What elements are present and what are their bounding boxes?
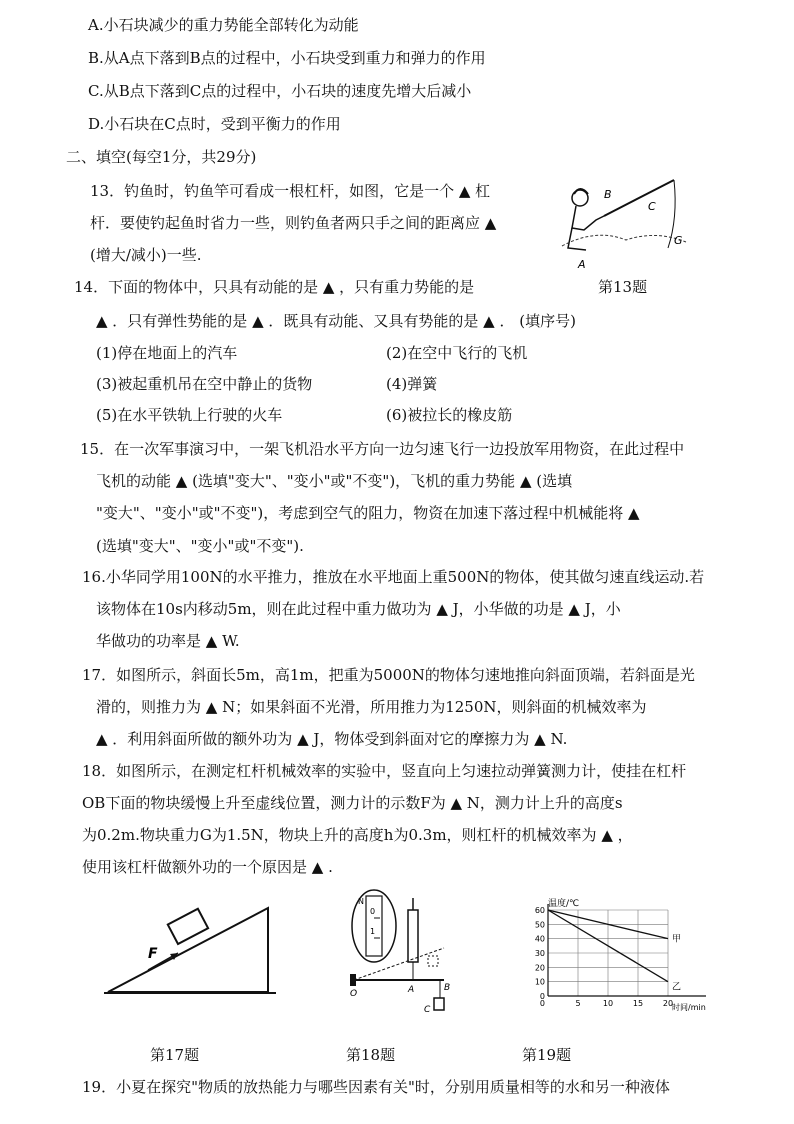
- q14-item-5: (5)在水平铁轨上行驶的火车: [96, 406, 283, 424]
- fig13-label-c: C: [648, 200, 656, 213]
- caption-q18: 第18题: [346, 1046, 396, 1064]
- q18-line-3: 为0.2m.物块重力G为1.5N，物块上升的高度h为0.3m，则杠杆的机械效率为 ▲ ，: [82, 826, 633, 844]
- incline-figure: [104, 900, 284, 1006]
- chart-x-tick-label: 10: [602, 999, 614, 1008]
- temperature-chart: [526, 896, 722, 1016]
- chart-y-tick-label: 30: [534, 949, 545, 958]
- fig18-label-a: A: [408, 985, 415, 995]
- q14-item-3: (3)被起重机吊在空中静止的货物: [96, 375, 313, 393]
- fig13-label-a: A: [578, 258, 586, 271]
- fig18-label-1: 1: [370, 927, 376, 936]
- chart-series-label-1: 乙: [672, 982, 682, 993]
- fig18-label-0: 0: [370, 907, 376, 916]
- q14-item-1: (1)停在地面上的汽车: [96, 344, 238, 362]
- chart-y-tick-label: 60: [534, 906, 545, 915]
- option-c: C.从B点下落到C点的过程中，小石块的速度先增大后减小: [88, 82, 472, 100]
- q18-line-4: 使用该杠杆做额外功的一个原因是 ▲ .: [82, 858, 333, 876]
- q14-line-1: 14．下面的物体中，只具有动能的是 ▲ ，只有重力势能的是: [74, 278, 475, 296]
- q17-line-2: 滑的，则推力为 ▲ N；如果斜面不光滑，所用推力为1250N，则斜面的机械效率为: [96, 698, 647, 716]
- q16-line-2: 该物体在10s内移动5m，则在此过程中重力做功为 ▲ J，小华做的功是 ▲ J，小: [96, 600, 621, 618]
- chart-y-tick-label: 0: [539, 992, 545, 1001]
- fig18-label-n: N: [358, 897, 364, 906]
- q15-line-2: 飞机的动能 ▲ (选填"变大"、"变小"或"不变")，飞机的重力势能 ▲ (选填: [96, 472, 573, 490]
- fig13-label-b: B: [604, 188, 612, 201]
- fig18-label-c: C: [424, 1005, 431, 1015]
- q17-line-3: ▲ ．利用斜面所做的额外功为 ▲ J，物体受到斜面对它的摩擦力为 ▲ N.: [96, 730, 568, 748]
- q16-line-3: 华做功的功率是 ▲ W.: [96, 632, 240, 650]
- q16-line-1: 16.小华同学用100N的水平推力，推放在水平地面上重500N的物体，使其做匀速直线运动.若: [82, 568, 705, 586]
- fig18-label-o: O: [350, 989, 358, 999]
- q13-line-1: 13．钓鱼时，钓鱼竿可看成一根杠杆，如图，它是一个 ▲ 杠: [90, 182, 491, 200]
- chart-series-label-0: 甲: [672, 934, 682, 945]
- q18-line-2: OB下面的物块缓慢上升至虚线位置，测力计的示数F为 ▲ N，测力计上升的高度s: [82, 794, 623, 812]
- fishing-figure: [556, 168, 696, 280]
- q17-line-1: 17．如图所示，斜面长5m，高1m，把重为5000N的物体匀速地推向斜面顶端，若斜面是光: [82, 666, 695, 684]
- option-b: B.从A点下落到B点的过程中，小石块受到重力和弹力的作用: [88, 49, 486, 67]
- chart-x-tick-label: 15: [632, 999, 644, 1008]
- q19-line-1: 19．小夏在探究"物质的放热能力与哪些因素有关"时，分别用质量相等的水和另一种液体: [82, 1078, 670, 1096]
- q15-line-1: 15．在一次军事演习中，一架飞机沿水平方向一边匀速飞行一边投放军用物资，在此过程中: [80, 440, 685, 458]
- chart-x-axis-label: 时间/min: [672, 1003, 706, 1012]
- chart-x-tick-label: 20: [662, 999, 674, 1008]
- chart-x-tick-label: 5: [575, 999, 581, 1008]
- q15-line-4: (选填"变大"、"变小"或"不变").: [96, 537, 304, 555]
- q15-line-3: "变大"、"变小"或"不变")，考虑到空气的阻力，物资在加速下落过程中机械能将 ▲: [96, 504, 640, 522]
- fig17-label-f: F: [148, 946, 158, 962]
- q18-line-1: 18．如图所示，在测定杠杆机械效率的实验中，竖直向上匀速拉动弹簧测力计，使挂在杠杆: [82, 762, 687, 780]
- chart-y-tick-label: 10: [534, 977, 545, 987]
- lever-figure: [344, 888, 464, 1018]
- q14-line-2: ▲ ．只有弹性势能的是 ▲ ．既具有动能、又具有势能的是 ▲ ． (填序号): [96, 312, 576, 330]
- q13-line-3: (增大/减小)一些.: [90, 246, 202, 264]
- q13-line-2: 杆．要使钓起鱼时省力一些，则钓鱼者两只手之间的距离应 ▲: [90, 214, 497, 232]
- q14-item-6: (6)被拉长的橡皮筋: [386, 406, 513, 424]
- fig18-label-b: B: [444, 983, 451, 993]
- q14-item-4: (4)弹簧: [386, 375, 438, 393]
- chart-y-tick-label: 40: [534, 934, 545, 944]
- option-a: A.小石块减少的重力势能全部转化为动能: [88, 16, 359, 34]
- section-title: 二、填空(每空1分，共29分): [66, 148, 257, 166]
- chart-y-axis-label: 温度/℃: [548, 899, 580, 909]
- fig13-label-g: G: [674, 234, 683, 247]
- caption-q17: 第17题: [150, 1046, 200, 1064]
- chart-origin-label: 0: [539, 999, 545, 1008]
- chart-y-tick-label: 20: [534, 963, 545, 973]
- option-d: D.小石块在C点时，受到平衡力的作用: [88, 115, 341, 133]
- caption-q13: 第13题: [598, 278, 648, 296]
- q14-item-2: (2)在空中飞行的飞机: [386, 344, 528, 362]
- chart-y-tick-label: 50: [534, 920, 545, 930]
- caption-q19: 第19题: [522, 1046, 572, 1064]
